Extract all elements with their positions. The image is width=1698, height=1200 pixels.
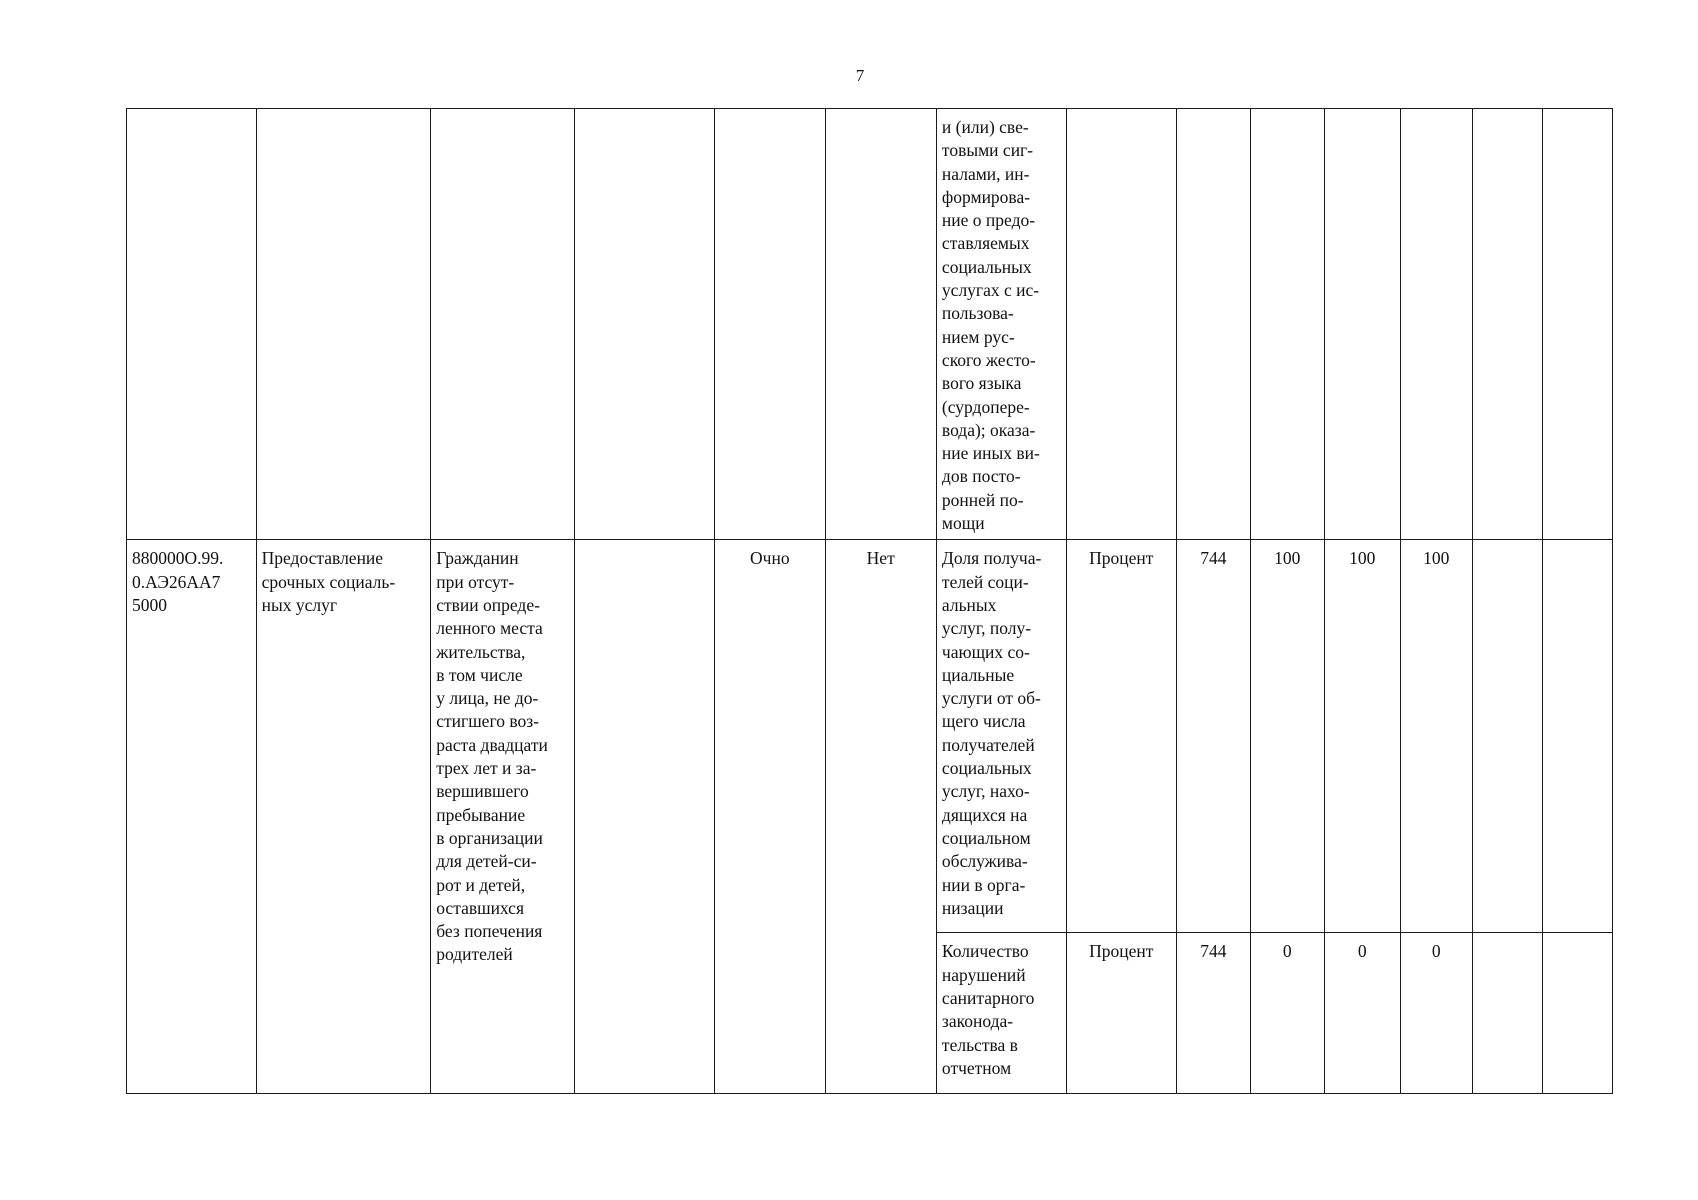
cell-empty <box>825 109 936 540</box>
service-flag: Нет <box>825 540 936 1094</box>
cell-empty <box>1066 109 1176 540</box>
indicator-name: Доля получа- телей соци- альных услуг, полу- чающих со- циальные услуги от об- щего числа получателей социальных услуг, нахо- дящихся на социальном обслужива- нии в орга- низации <box>936 540 1066 933</box>
cell-empty <box>1543 540 1613 933</box>
cell-empty <box>574 540 714 1094</box>
cell-empty <box>1250 109 1324 540</box>
okei-code: 744 <box>1176 540 1250 933</box>
unit-name: Процент <box>1066 540 1176 933</box>
value-year-2: 100 <box>1324 540 1400 933</box>
cell-empty <box>1472 109 1543 540</box>
value-year-3: 0 <box>1400 933 1472 1094</box>
table-row-service <box>127 540 1613 933</box>
indicator-name: Количество нарушений санитарного законода- тельства в отчетном <box>936 933 1066 1094</box>
cell-empty <box>1324 109 1400 540</box>
service-form: Очно <box>715 540 825 1094</box>
cell-empty <box>1472 933 1543 1094</box>
service-name: Предоставление срочных социаль- ных услуг <box>256 540 431 1094</box>
indicator-name-continued: и (или) све- товыми сиг- налами, ин- формирова- ние о предо- ставляемых социальных услугах с ис- пользова- нием рус- ского жесто- вого языка (сурдопере- вода); оказа- ние иных ви- дов посто- ронней по- мощи <box>936 109 1066 540</box>
value-year-2: 0 <box>1324 933 1400 1094</box>
cell-empty <box>431 109 575 540</box>
cell-empty <box>1176 109 1250 540</box>
registry-code: 880000О.99. 0.АЭ26АА7 5000 <box>127 540 257 1094</box>
cell-empty <box>574 109 714 540</box>
cell-empty <box>1543 933 1613 1094</box>
service-indicators-table <box>126 108 1613 1094</box>
value-year-3: 100 <box>1400 540 1472 933</box>
cell-empty <box>715 109 825 540</box>
cell-empty <box>127 109 257 540</box>
cell-empty <box>1400 109 1472 540</box>
value-year-1: 0 <box>1250 933 1324 1094</box>
cell-empty <box>256 109 431 540</box>
table-row-continued <box>127 109 1613 540</box>
cell-empty <box>1543 109 1613 540</box>
page-number: 7 <box>855 66 865 85</box>
value-year-1: 100 <box>1250 540 1324 933</box>
okei-code: 744 <box>1176 933 1250 1094</box>
recipient-category: Гражданин при отсут- ствии опреде- ленного места жительства, в том числе у лица, не до- стигшего воз- раста двадцати трех лет и за- вершившего пребывание в организации для детей-си- рот и детей, оставшихся без попечения родителей <box>431 540 575 1094</box>
cell-empty <box>1472 540 1543 933</box>
unit-name: Процент <box>1066 933 1176 1094</box>
